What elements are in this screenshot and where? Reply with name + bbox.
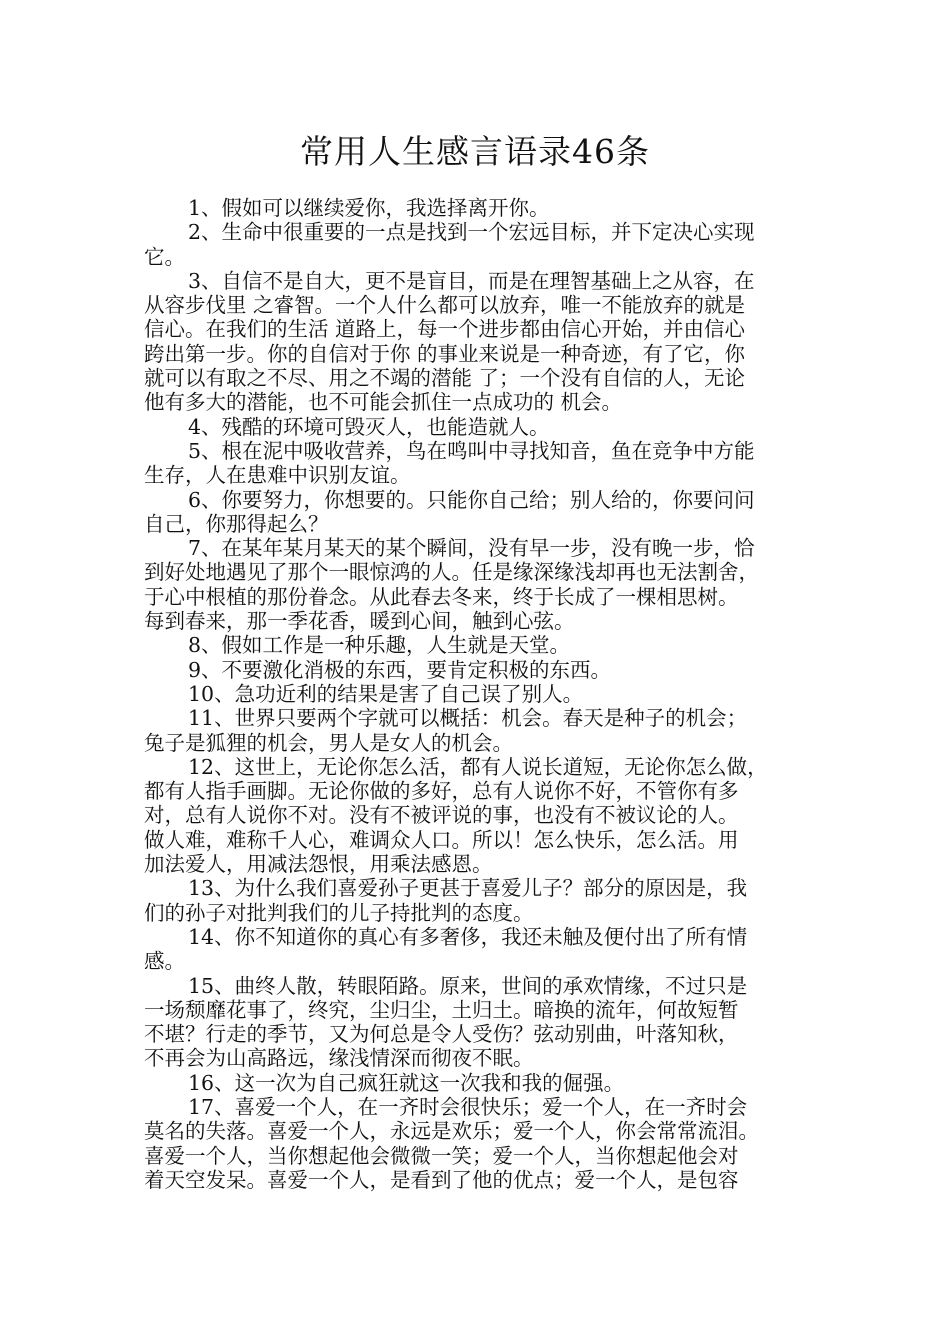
text-line: 17、喜爱一个人，在一齐时会很快乐；爱一个人，在一齐时会 (188, 1094, 748, 1119)
text-line: 1、假如可以继续爱你，我选择离开你。 (188, 196, 550, 220)
text-line: 喜爱一个人，当你想起他会微微一笑；爱一个人，当你想起他会对 (144, 1143, 739, 1168)
text-line: 9、不要激化消极的东西，要肯定积极的东西。 (188, 657, 612, 682)
text-line: 每到春来，那一季花香，暖到心间，触到心弦。 (144, 609, 575, 634)
text-line: 跨出第一步。你的自信对于你 的事业来说是一种奇迹，有了它，你 (144, 341, 746, 366)
text-line: 10、急功近利的结果是害了自己误了别人。 (188, 681, 584, 706)
document-body (144, 196, 824, 1192)
text-line: 感。 (144, 949, 185, 974)
text-line: 莫名的失落。喜爱一个人，永远是欢乐；爱一个人，你会常常流泪。 (144, 1119, 759, 1144)
text-line: 兔子是狐狸的机会，男人是女人的机会。 (144, 730, 513, 755)
text-line: 自己，你那得起么？ (144, 511, 329, 536)
text-line: 信心。在我们的生活 道路上，每一个进步都由信心开始，并由信心 (144, 317, 746, 342)
text-line: 对，总有人说你不对。没有不被评说的事，也没有不被议论的人。 (144, 803, 739, 828)
text-line: 4、残酷的环境可毁灭人，也能造就人。 (188, 414, 550, 439)
text-line: 7、在某年某月某天的某个瞬间，没有早一步，没有晚一步，恰 (188, 536, 755, 561)
text-line: 他有多大的潜能，也不可能会抓住一点成功的 机会。 (144, 390, 623, 415)
text-line: 15、曲终人散，转眼陌路。原来，世间的承欢情缘，不过只是 (188, 973, 748, 998)
text-line: 5、根在泥中吸收营养，鸟在鸣叫中寻找知音，鱼在竞争中方能 (188, 438, 755, 463)
text-line: 们的孙子对批判我们的儿子持批判的态度。 (144, 900, 534, 925)
text-line: 一场颓靡花事了，终究，尘归尘，土归土。暗换的流年，何故短暂 (144, 997, 739, 1022)
document-title: 常用人生感言语录46条 (300, 132, 650, 171)
text-line: 就可以有取之不尽、用之不竭的潜能 了；一个没有自信的人，无论 (144, 366, 746, 391)
text-line: 16、这一次为自己疯狂就这一次我和我的倔强。 (188, 1070, 625, 1095)
text-line: 于心中根植的那份眷念。从此春去冬来，终于长成了一棵相思树。 (144, 584, 739, 609)
text-line: 8、假如工作是一种乐趣，人生就是天堂。 (188, 633, 571, 658)
text-line: 都有人指手画脚。无论你做的多好，总有人说你不好，不管你有多 (144, 779, 739, 804)
text-line: 2、生命中很重要的一点是找到一个宏远目标，并下定决心实现 (188, 220, 755, 245)
text-line: 做人难，难称千人心，难调众人口。所以！怎么快乐，怎么活。用 (144, 827, 739, 852)
text-line: 加法爱人，用减法怨恨，用乘法感恩。 (144, 852, 493, 877)
text-line: 不堪？行走的季节，又为何总是令人受伤？弦动别曲，叶落知秋， (144, 1022, 739, 1047)
text-line: 13、为什么我们喜爱孙子更甚于喜爱儿子？部分的原因是，我 (188, 876, 748, 901)
text-line: 它。 (144, 244, 185, 269)
text-line: 6、你要努力，你想要的。只能你自己给；别人给的，你要问问 (188, 487, 755, 512)
text-line: 11、世界只要两个字就可以概括：机会。春天是种子的机会； (188, 706, 748, 731)
text-line: 生存，人在患难中识别友谊。 (144, 463, 411, 488)
text-line: 不再会为山高路远，缘浅情深而彻夜不眠。 (144, 1046, 534, 1071)
text-line: 3、自信不是自大，更不是盲目，而是在理智基础上之从容，在 (188, 268, 755, 293)
text-line: 从容步伐里 之睿智。一个人什么都可以放弃，唯一不能放弃的就是 (144, 293, 746, 318)
text-line: 14、你不知道你的真心有多奢侈，我还未触及便付出了所有情 (188, 924, 748, 949)
text-line: 着天空发呆。喜爱一个人，是看到了他的优点；爱一个人，是包容 (144, 1167, 739, 1192)
text-line: 12、这世上，无论你怎么活，都有人说长道短，无论你怎么做， (188, 754, 768, 779)
text-line: 到好处地遇见了那个一眼惊鸿的人。任是缘深缘浅却再也无法割舍， (144, 560, 759, 585)
